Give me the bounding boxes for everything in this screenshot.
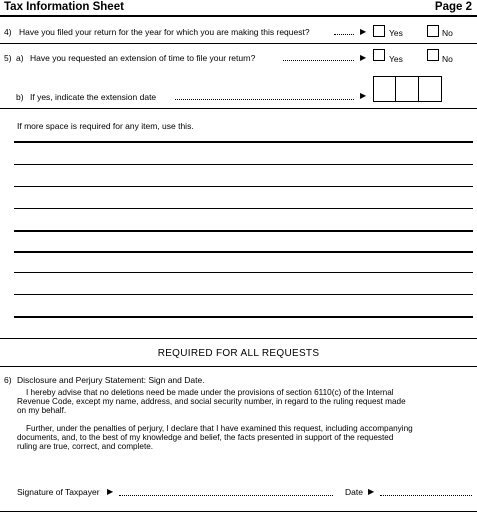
date-arrow-icon: ▶ — [368, 487, 375, 496]
q4-yes-checkbox[interactable] — [373, 25, 385, 37]
perjury-paragraph-line: Further, under the penalties of perjury, I declare that I have examined this request, including accompanying — [26, 424, 413, 433]
perjury-paragraph-line: ruling are true, correct, and complete. — [17, 442, 154, 451]
q4-text: Have you filed your return for the year for which you are making this request? — [19, 27, 310, 37]
signature-date-field[interactable] — [380, 495, 472, 496]
q5-divider — [0, 108, 477, 109]
q4-divider — [0, 43, 477, 44]
disclosure-paragraph-line: Revenue Code, except my name, address, and social security number, in regard to the ruling request made — [17, 397, 406, 406]
writing-line[interactable] — [14, 230, 473, 232]
q5a-label: a) — [16, 53, 24, 63]
writing-line[interactable] — [14, 272, 473, 273]
q5a-arrow-icon: ▶ — [360, 53, 367, 62]
q6-number: 6) — [4, 375, 12, 385]
date-label: Date — [345, 487, 363, 497]
required-divider — [0, 366, 477, 367]
q5a-no-label: No — [442, 54, 453, 64]
page-number: Page 2 — [434, 1, 472, 13]
disclosure-paragraph-line: I hereby advise that no deletions need be made under the provisions of section 6110(c) of the Internal — [26, 388, 394, 397]
writing-line[interactable] — [14, 141, 473, 143]
q5a-yes-label: Yes — [389, 54, 403, 64]
q5b-label: b) — [16, 92, 24, 102]
header-divider — [0, 15, 477, 17]
q5a-yes-checkbox[interactable] — [373, 49, 385, 61]
writing-line[interactable] — [14, 186, 473, 187]
q5-number: 5) — [4, 53, 12, 63]
q4-leader-dots — [334, 34, 354, 35]
q5b-arrow-icon: ▶ — [360, 91, 367, 100]
footer-divider — [0, 511, 477, 512]
writing-line[interactable] — [14, 294, 473, 295]
q5a-text: Have you requested an extension of time to file your return? — [30, 53, 256, 63]
q5b-leader-dots — [175, 99, 354, 100]
extension-date-field[interactable] — [373, 76, 442, 102]
taxpayer-signature-field[interactable] — [119, 495, 333, 496]
q5a-no-checkbox[interactable] — [427, 49, 439, 61]
writing-line[interactable] — [14, 316, 473, 318]
date-field-divider — [395, 77, 396, 101]
q6-heading: Disclosure and Perjury Statement: Sign and Date. — [17, 375, 205, 385]
perjury-paragraph-line: documents, and, to the best of my knowledge and belief, the facts presented in support of the requested — [17, 433, 394, 442]
writing-line[interactable] — [14, 164, 473, 165]
date-field-divider — [418, 77, 419, 101]
form-title: Tax Information Sheet — [4, 1, 124, 13]
disclosure-paragraph-line: on my behalf. — [17, 406, 67, 415]
q4-arrow-icon: ▶ — [360, 27, 367, 36]
signature-arrow-icon: ▶ — [107, 487, 114, 496]
extra-space-instruction: If more space is required for any item, use this. — [17, 121, 194, 131]
q4-no-checkbox[interactable] — [427, 25, 439, 37]
section-divider — [0, 338, 477, 339]
taxpayer-signature-label: Signature of Taxpayer — [17, 487, 100, 497]
q4-yes-label: Yes — [389, 28, 403, 38]
q4-number: 4) — [4, 27, 12, 37]
writing-line[interactable] — [14, 208, 473, 209]
required-section-title: REQUIRED FOR ALL REQUESTS — [157, 348, 320, 359]
q5b-text: If yes, indicate the extension date — [30, 92, 157, 102]
q4-no-label: No — [442, 28, 453, 38]
writing-line[interactable] — [14, 251, 473, 253]
q5a-leader-dots — [283, 60, 354, 61]
